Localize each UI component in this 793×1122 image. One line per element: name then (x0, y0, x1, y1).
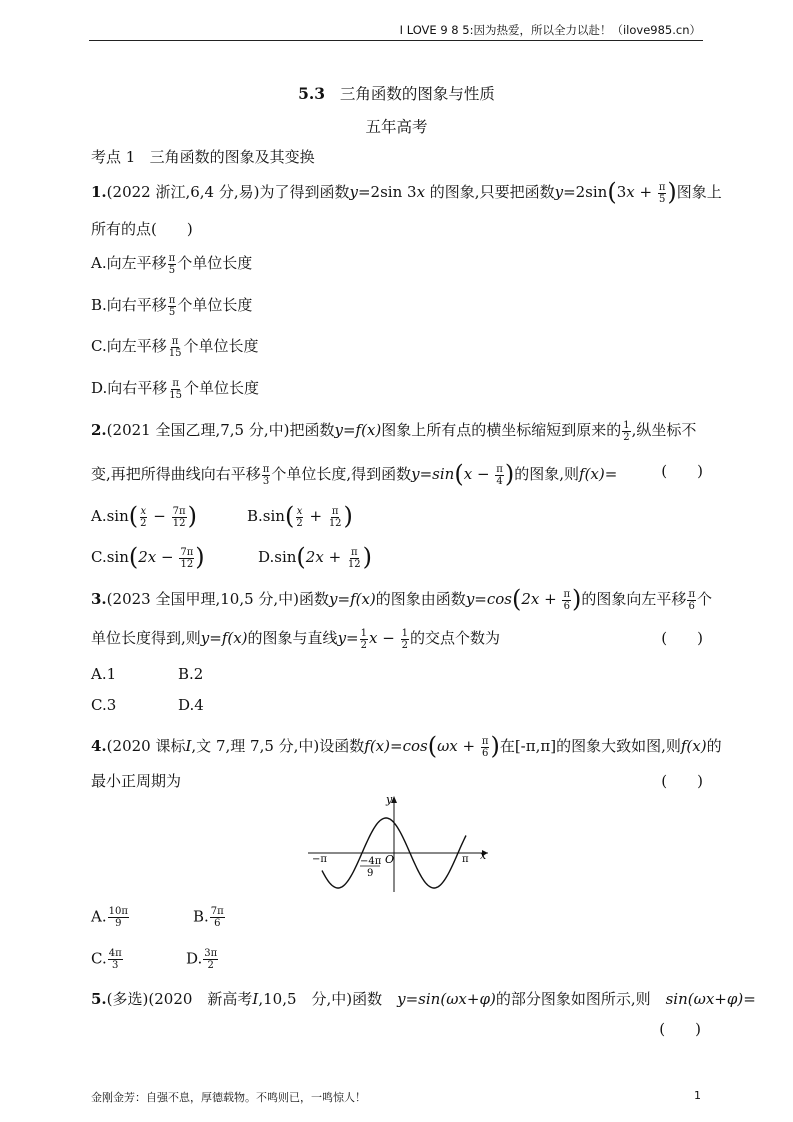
q3-stem-line1: 3.(2023 全国甲理,10,5 分,中)函数y=f(x)的图象由函数y=cos(2x + $\frac{\pi}{6}$ )的图象向左平移 $\frac{\pi}{6}$ 个 (91, 585, 713, 613)
q4-answer-blank[interactable]: ( ) (661, 772, 703, 790)
kaodian-label: 考点 1 (91, 148, 136, 166)
origin-label: O (385, 853, 395, 866)
q1-option-b[interactable]: B.向右平移 $\frac{\pi}{5}$ 个单位长度 (91, 294, 253, 318)
q1-stem-line1: 1.(2022 浙江,6,4 分,易)为了得到函数y=2sin 3x 的图象,只要把函数y=2sin(3x + $\frac{\pi}{5}$ )图象上 (91, 178, 722, 206)
fraction: $\frac{\pi}{5}$ (658, 181, 666, 205)
q4-option-b[interactable]: B. $\frac{7\pi}{6}$ (193, 906, 224, 929)
q3-option-a[interactable]: A.1 (91, 665, 117, 683)
q2-option-a[interactable]: A.sin( $\frac{x}{2}$ − $\frac{7\pi}{12}$ ) (91, 502, 197, 530)
q4-number: 4. (91, 737, 107, 755)
q4-stem-line1: 4.(2020 课标I,文 7,理 7,5 分,中)设函数f(x)=cos(ωx + $\frac{\pi}{6}$ )在[-π,π]的图象大致如图,则f(x)的 (91, 732, 722, 760)
q2-option-c[interactable]: C.sin(2x − $\frac{7\pi}{12}$ ) (91, 543, 205, 571)
footer-motto: 金刚金芳：自强不息，厚德载物。不鸣则已，一鸣惊人！ (91, 1091, 366, 1104)
header-text: I LOVE 9 8 5:因为热爱，所以全力以赴！（ilove985.cn） (399, 23, 701, 37)
q1-stem-line2: 所有的点( ) (91, 220, 193, 238)
q4-option-c[interactable]: C. $\frac{4\pi}{3}$ (91, 948, 122, 971)
marker-denominator: 9 (367, 868, 374, 879)
q4-cosine-graph (300, 792, 495, 894)
q1-option-c[interactable]: C.向左平移 $\frac{\pi}{15}$ 个单位长度 (91, 335, 259, 359)
kaodian-title: 三角函数的图象及其变换 (149, 148, 315, 166)
q5-answer-blank[interactable]: ( ) (659, 1020, 701, 1038)
pos-pi-label: π (462, 854, 469, 865)
q2-answer-blank[interactable]: ( ) (661, 462, 703, 480)
neg-pi-label: −π (312, 854, 327, 865)
section-name: 三角函数的图象与性质 (339, 85, 495, 103)
q2-stem-line1: 2.(2021 全国乙理,7,5 分,中)把函数y=f(x)图象上所有点的横坐标缩短到原来的 $\frac{1}{2}$ ,纵坐标不 (91, 419, 697, 443)
q2-option-d[interactable]: D.sin(2x + $\frac{\pi}{12}$ ) (258, 543, 373, 571)
section-number: 5.3 (298, 84, 326, 103)
q1-option-d[interactable]: D.向右平移 $\frac{\pi}{15}$ 个单位长度 (91, 377, 260, 401)
kaodian-heading (91, 146, 315, 167)
q4-option-a[interactable]: A. $\frac{10\pi}{9}$ (91, 906, 128, 929)
y-axis-label: y (386, 793, 393, 806)
q3-number: 3. (91, 590, 107, 608)
page-number: 1 (694, 1089, 701, 1102)
q4-option-d[interactable]: D. $\frac{3\pi}{2}$ (186, 948, 218, 971)
x-axis-label: x (480, 849, 487, 862)
header-rule (89, 40, 703, 41)
q3-option-b[interactable]: B.2 (178, 665, 204, 683)
q2-option-b[interactable]: B.sin( $\frac{x}{2}$ + $\frac{\pi}{12}$ ) (247, 502, 353, 530)
section-subtitle: 五年高考 (365, 118, 428, 136)
q1-option-a[interactable]: A.向左平移 $\frac{\pi}{5}$ 个单位长度 (91, 252, 253, 276)
q4-stem-line2: 最小正周期为 ( ) (91, 772, 703, 790)
marker-numerator: −4π (360, 856, 382, 867)
q3-stem-line2: 单位长度得到,则y=f(x)的图象与直线y= $\frac{1}{2}$ x − $\frac{1}{2}$ 的交点个数为 ( ) (91, 627, 703, 651)
q2-stem-line2: 变,再把所得曲线向右平移 $\frac{\pi}{3}$ 个单位长度,得到函数y=sin(x − $\frac{\pi}{4}$ )的图象,则f(x)= ( ) (91, 460, 703, 488)
q5-number: 5. (91, 990, 107, 1008)
q5-stem-line1: 5.(多选)(2020 新高考I,10,5 分,中)函数 y=sin(ωx+φ)的部分图象如图所示,则 sin(ωx+φ)= (91, 990, 756, 1008)
q2-number: 2. (91, 421, 107, 439)
q3-option-d[interactable]: D.4 (178, 696, 204, 714)
q3-option-c[interactable]: C.3 (91, 696, 117, 714)
section-title (0, 82, 793, 104)
q1-number: 1. (91, 183, 107, 201)
q3-answer-blank[interactable]: ( ) (661, 629, 703, 647)
